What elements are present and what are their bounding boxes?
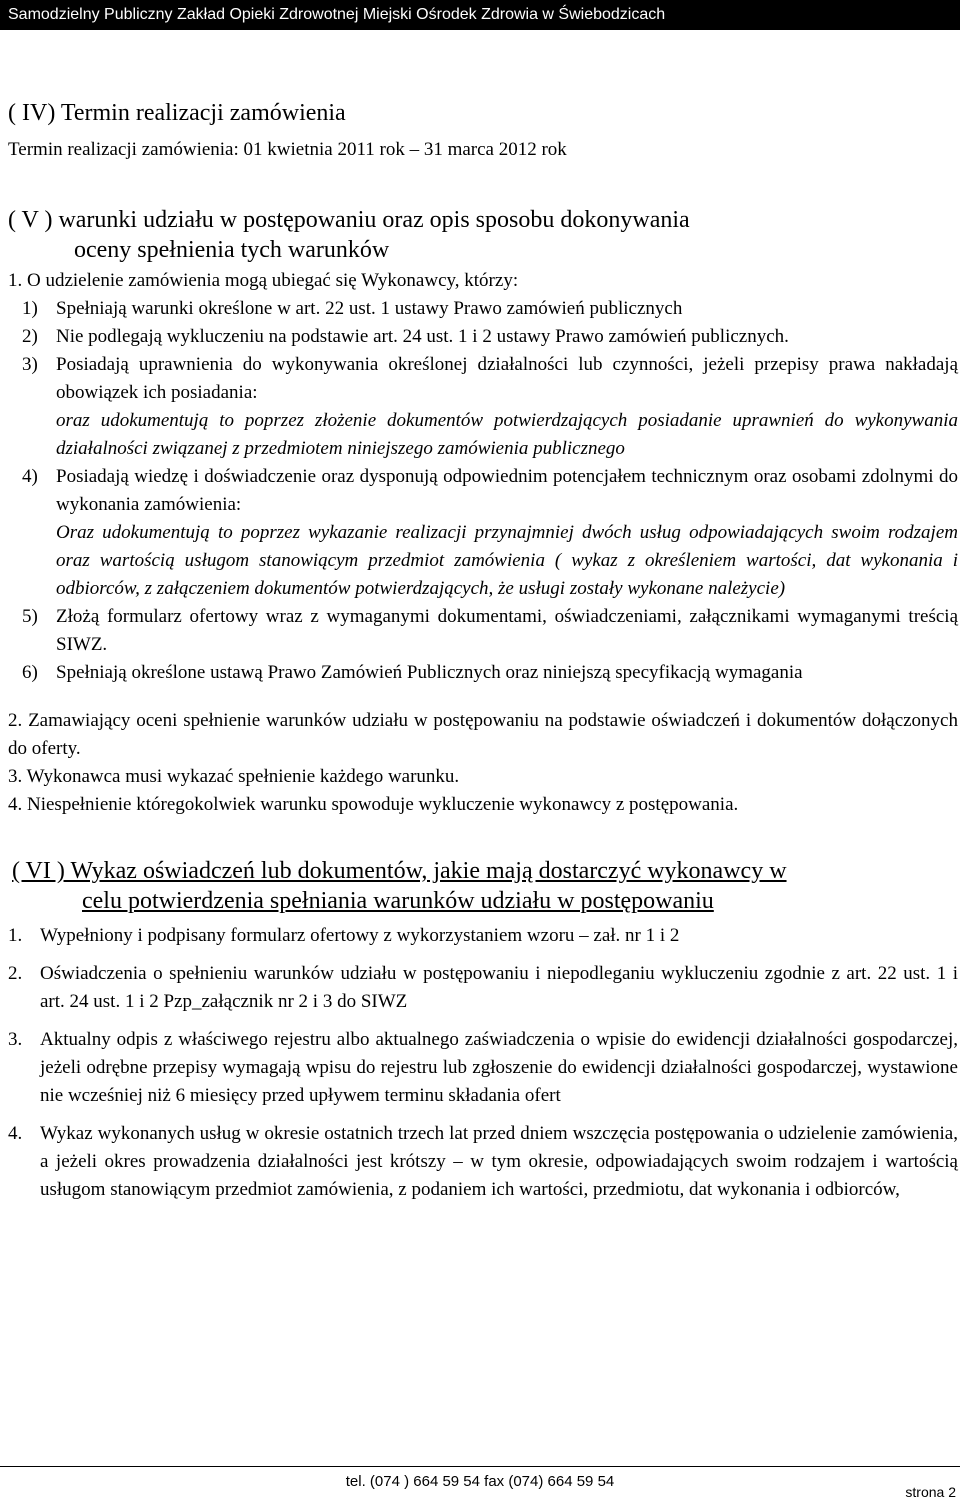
list-item-number: 1) (22, 298, 38, 319)
list-item-text: Spełniają określone ustawą Prawo Zamówień Publicznych oraz niniejszą specyfikacją wymagania (56, 662, 803, 683)
section-vi-list (8, 922, 958, 1204)
list-item (22, 295, 958, 323)
section-v-title-line2: oceny spełnienia tych warunków (74, 237, 390, 263)
section-v-paragraph-1: 1. O udzielenie zamówienia mogą ubiegać się Wykonawcy, którzy: (8, 270, 519, 291)
footer-contact: tel. (074 ) 664 59 54 fax (074) 664 59 54 (345, 1473, 615, 1490)
page-header: Samodzielny Publiczny Zakład Opieki Zdrowotnej Miejski Ośrodek Zdrowia w Świebodzicach (0, 0, 960, 30)
section-v-paragraph-2: 2. Zamawiający oceni spełnienie warunków udziału w postępowaniu na podstawie oświadczeń i dokumentów dołączonych do oferty. (8, 710, 958, 759)
list-item-body (56, 463, 958, 603)
section-vi-title (8, 856, 958, 916)
section-vi-title-line2: celu potwierdzenia spełniania warunków udziału w postępowaniu (82, 888, 714, 914)
list-item-number: 3. (8, 1029, 23, 1050)
section-v-paragraph-3: 3. Wykonawca musi wykazać spełnienie każdego warunku. (8, 766, 460, 787)
list-item-number: 2) (22, 326, 38, 347)
list-item (8, 960, 958, 1016)
section-v-paragraph-4: 4. Niespełnienie któregokolwiek warunku spowoduje wykluczenie wykonawcy z postępowania. (8, 794, 739, 815)
list-item-number: 4) (22, 466, 38, 487)
list-item (8, 1120, 958, 1204)
section-v-title-line1: ( V ) warunki udziału w postępowaniu oraz opis sposobu dokonywania (8, 207, 690, 233)
list-item-note: Oraz udokumentują to poprzez wykazanie realizacji przynajmniej dwóch usług odpowiadających swoim rodzajem oraz wartością usługom stanowiącym przedmiot zamówienia ( wykaz z określeniem wartości, dat wykonania i odbiorców, z załączeniem dokumentów potwierdzających, że usługi zostały wykonane należycie) (56, 522, 958, 599)
list-item-number: 3) (22, 354, 38, 375)
list-item-text: Wykaz wykonanych usług w okresie ostatnich trzech lat przed dniem wszczęcia postępowania o udzielenie zamówienia, a jeżeli okres prowadzenia działalności jest krótszy – w tym okresie, odpowiadających swoim rodzajem i wartością usługom stanowiącym przedmiot zamówienia, z podaniem ich wartości, przedmiotu, dat wykonania i odbiorców, (40, 1123, 958, 1200)
page-footer (0, 1466, 960, 1500)
list-item (22, 323, 958, 351)
list-item-number: 5) (22, 606, 38, 627)
list-item-body (56, 351, 958, 463)
list-item-text: Oświadczenia o spełnieniu warunków udziału w postępowaniu i niepodleganiu wykluczeniu zgodnie z art. 22 ust. 1 i art. 24 ust. 1 i 2 Pzp_załącznik nr 2 i 3 do SIWZ (40, 963, 958, 1012)
list-item-number: 4. (8, 1123, 23, 1144)
section-v-list (8, 295, 958, 687)
list-item-text: Wypełniony i podpisany formularz ofertowy z wykorzystaniem wzoru – zał. nr 1 i 2 (40, 925, 680, 946)
list-item (8, 922, 958, 950)
list-item (22, 463, 958, 603)
list-item-text: Posiadają uprawnienia do wykonywania określonej działalności lub czynności, jeżeli przepisy prawa nakładają obowiązek ich posiadania: (56, 354, 958, 403)
list-item-note: oraz udokumentują to poprzez złożenie dokumentów potwierdzających posiadanie uprawnień do wykonywania działalności związanej z przedmiotem niniejszego zamówienia publicznego (56, 410, 958, 459)
list-item (22, 603, 958, 659)
list-item-number: 2. (8, 963, 23, 984)
section-iv-title: ( IV) Termin realizacji zamówienia (8, 100, 346, 126)
list-item-text: Spełniają warunki określone w art. 22 ust. 1 ustawy Prawo zamówień publicznych (56, 298, 683, 319)
list-item (22, 351, 958, 463)
list-item-text: Nie podlegają wykluczeniu na podstawie art. 24 ust. 1 i 2 ustawy Prawo zamówień publicznych. (56, 326, 789, 347)
document-body (8, 98, 958, 1214)
list-item (22, 659, 958, 687)
list-item-number: 6) (22, 662, 38, 683)
list-item-number: 1. (8, 925, 23, 946)
list-item-text: Aktualny odpis z właściwego rejestru albo aktualnego zaświadczenia o wpisie do ewidencji działalności gospodarczej, jeżeli odrębne przepisy wymagają wpisu do rejestru lub zgłoszenie do ewidencji działalności gospodarczej, wystawione nie wcześniej niż 6 miesięcy przed upływem terminu składania ofert (40, 1029, 958, 1106)
section-vi-title-line1: ( VI ) Wykaz oświadczeń lub dokumentów, jakie mają dostarczyć wykonawcy w (12, 858, 787, 884)
section-iv-text: Termin realizacji zamówienia: 01 kwietnia 2011 rok – 31 marca 2012 rok (8, 139, 567, 160)
section-v-title (8, 205, 958, 265)
list-item (8, 1026, 958, 1110)
list-item-text: Posiadają wiedzę i doświadczenie oraz dysponują odpowiednim potencjałem technicznym oraz osobami zdolnymi do wykonania zamówienia: (56, 466, 958, 515)
page-number: strona 2 (905, 1484, 956, 1500)
list-item-text: Złożą formularz ofertowy wraz z wymaganymi dokumentami, oświadczeniami, załącznikami wymaganymi treścią SIWZ. (56, 606, 958, 655)
